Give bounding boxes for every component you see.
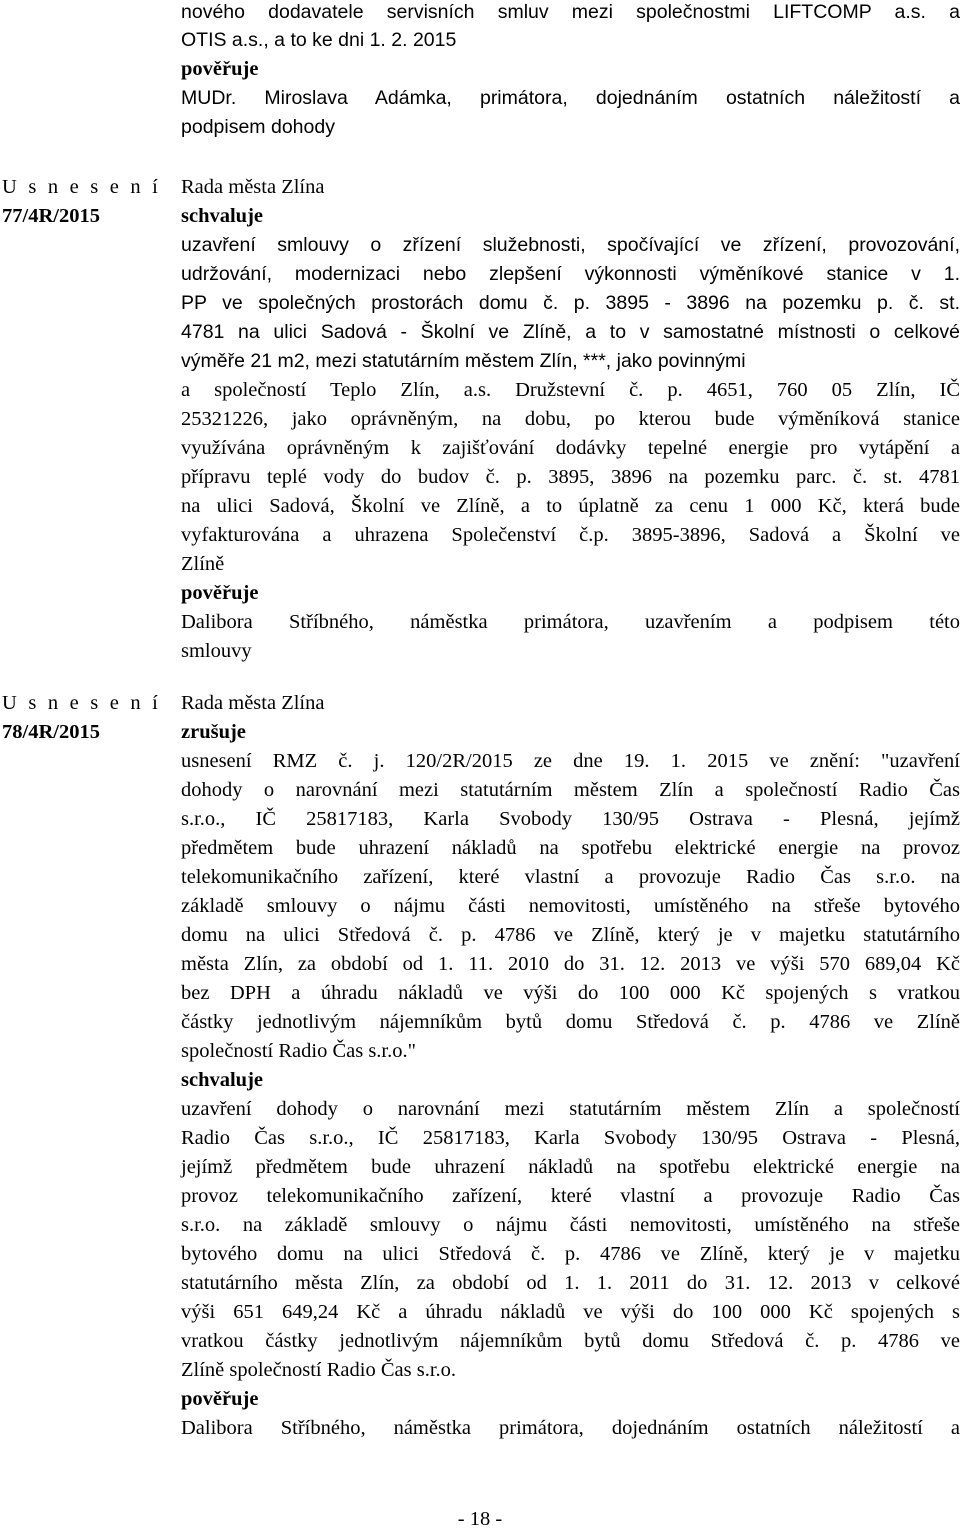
text-line: provoz telekomunikačního zařízení, které vlastní a provozuje Radio Čas (181, 1185, 960, 1207)
keyword-povefuje: pověřuje (181, 1388, 259, 1410)
text-line: bytového domu na ulici Středová č. p. 4786 ve Zlíně, který je v majetku (181, 1243, 960, 1265)
text-line: předmětem bude uhrazení nákladů na spotřebu elektrické energie na provoz (181, 837, 960, 859)
text-line: 4781 na ulici Sadová - Školní ve Zlíně, a to v samostatné místnosti o celkové (181, 321, 960, 343)
text-line: výši 651 649,24 Kč a úhradu nákladů ve výši do 100 000 Kč spojených s (181, 1301, 960, 1323)
text-line: základě smlouvy o nájmu části nemovitosti, umístěného na střeše bytového (181, 895, 960, 917)
text-line: podpisem dohody (181, 116, 335, 138)
text-line: jejímž předmětem bude uhrazení nákladů na spotřebu elektrické energie na (181, 1156, 960, 1178)
keyword-zrusuje: zrušuje (181, 721, 246, 743)
text-line: využívána oprávněným k zajišťování dodávky tepelné energie pro vytápění a (181, 437, 960, 459)
text-line: statutárního města Zlín, za období od 1. 1. 2011 do 31. 12. 2013 v celkové (181, 1272, 960, 1294)
text-line: Radio Čas s.r.o., IČ 25817183, Karla Svobody 130/95 Ostrava - Plesná, (181, 1127, 960, 1149)
text-line: částky jednotlivým nájemníkům bytů domu Středová č. p. 4786 ve Zlíně (181, 1011, 960, 1033)
resolution-number: 78/4R/2015 (2, 721, 100, 743)
text-line: uzavření smlouvy o zřízení služebnosti, spočívající ve zřízení, provozování, (181, 234, 960, 256)
keyword-schvaluje: schvaluje (181, 205, 263, 227)
keyword-povefuje: pověřuje (181, 582, 259, 604)
text-line: domu na ulici Středová č. p. 4786 ve Zlíně, který je v majetku statutárního (181, 924, 960, 946)
text-line: MUDr. Miroslava Adámka, primátora, dojednáním ostatních náležitostí a (181, 87, 960, 109)
text-line: a společností Teplo Zlín, a.s. Družstevní č. p. 4651, 760 05 Zlín, IČ (181, 379, 960, 401)
text-line: bez DPH a úhradu nákladů ve výši do 100 000 Kč spojených s vratkou (181, 982, 960, 1004)
text-line: Dalibora Stříbného, náměstka primátora, dojednáním ostatních náležitostí a (181, 1417, 960, 1439)
keyword-povefuje: pověřuje (181, 58, 259, 80)
text-line: s.r.o. na základě smlouvy o nájmu části nemovitosti, umístěného na střeše (181, 1214, 960, 1236)
text-line: uzavření dohody o narovnání mezi statutárním městem Zlín a společností (181, 1098, 960, 1120)
text-line: společností Radio Čas s.r.o." (181, 1040, 416, 1062)
text-line: Zlíně společností Radio Čas s.r.o. (181, 1359, 457, 1381)
text-line: dohody o narovnání mezi statutárním městem Zlín a společností Radio Čas (181, 779, 960, 801)
text-line: udržování, modernizaci nebo zlepšení výkonnosti výměníkové stanice v 1. (181, 263, 960, 285)
keyword-schvaluje: schvaluje (181, 1069, 263, 1091)
resolution-number: 77/4R/2015 (2, 205, 100, 227)
text-line: nového dodavatele servisních smluv mezi společnostmi LIFTCOMP a.s. a (181, 1, 960, 23)
text-line: města Zlín, za období od 1. 11. 2010 do 31. 12. 2013 ve výši 570 689,04 Kč (181, 953, 960, 975)
text-line: PP ve společných prostorách domu č. p. 3895 - 3896 na pozemku p. č. st. (181, 292, 960, 314)
resolution-label: U s n e s e n í (2, 176, 162, 198)
text-line: Zlíně (181, 553, 225, 575)
text-line: Dalibora Stříbného, náměstka primátora, uzavřením a podpisem této (181, 611, 960, 633)
text-line: 25321226, jako oprávněným, na dobu, po kterou bude výměníková stanice (181, 408, 960, 430)
page-number: - 18 - (457, 1508, 503, 1530)
text-line: na ulici Sadová, Školní ve Zlíně, a to úplatně za cenu 1 000 Kč, která bude (181, 495, 960, 517)
text-line: usnesení RMZ č. j. 120/2R/2015 ze dne 19. 1. 2015 ve znění: "uzavření (181, 750, 960, 772)
text-line: Rada města Zlína (181, 176, 325, 198)
text-line: OTIS a.s., a to ke dni 1. 2. 2015 (181, 29, 457, 51)
text-line: vratkou částky jednotlivým nájemníkům bytů domu Středová č. p. 4786 ve (181, 1330, 960, 1352)
resolution-label: U s n e s e n í (2, 692, 162, 714)
text-line: Rada města Zlína (181, 692, 325, 714)
text-line: vyfakturována a uhrazena Společenství č.p. 3895-3896, Sadová a Školní ve (181, 524, 960, 546)
text-line: telekomunikačního zařízení, které vlastní a provozuje Radio Čas s.r.o. na (181, 866, 960, 888)
text-line: výměře 21 m2, mezi statutárním městem Zlín, ***, jako povinnými (181, 350, 746, 372)
text-line: smlouvy (181, 640, 252, 662)
text-line: přípravu teplé vody do budov č. p. 3895, 3896 na pozemku parc. č. st. 4781 (181, 466, 960, 488)
text-line: s.r.o., IČ 25817183, Karla Svobody 130/95 Ostrava - Plesná, jejímž (181, 808, 960, 830)
